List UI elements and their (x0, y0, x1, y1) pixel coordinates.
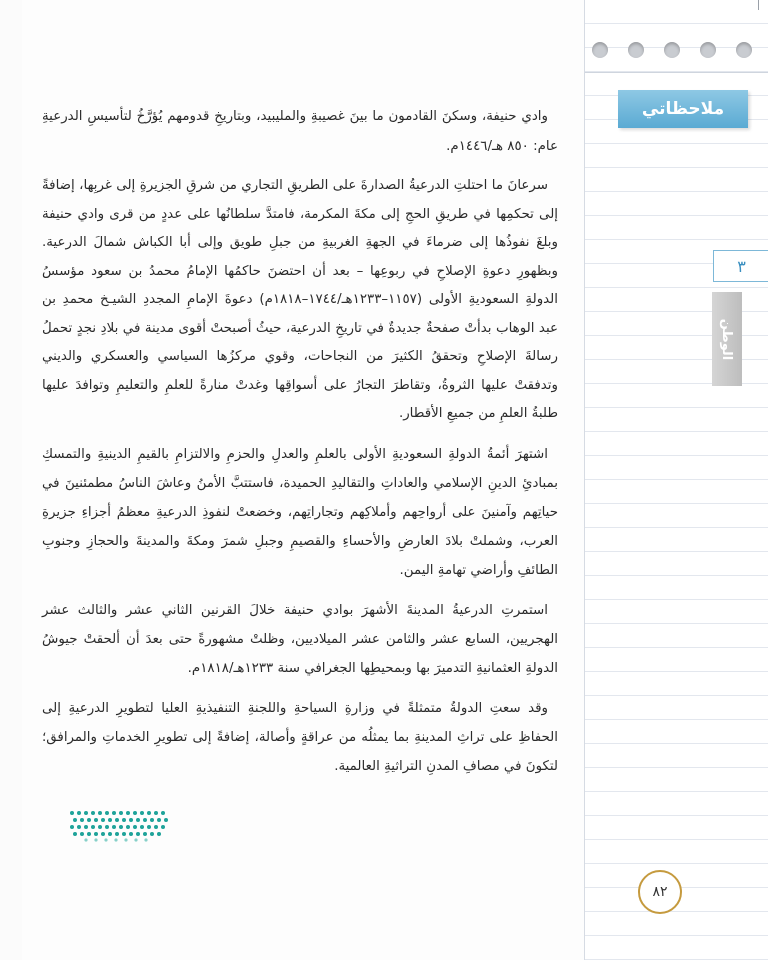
paragraph-1: وادي حنيفة، وسكنَ القادمون ما بينَ غصيبةِ والمليبيد، وبتاريخِ قدومهم يُؤرَّخُ لتأسيسِ الدرعيةِ عام: ٨٥٠ هـ/١٤٤٦م. (42, 109, 558, 154)
notes-label: ملاحظاتي (618, 90, 748, 128)
binder-hole-icon (628, 42, 644, 58)
chapter-tab (712, 292, 742, 386)
paragraph-5: وقد سعتِ الدولةُ متمثلةً في وزارةِ السياحةِ واللجنةِ التنفيذيةِ العليا لتطويرِ الدرعيةِ إلى الحفاظِ على تراثِ المدينةِ بما يمثلُه من عراقةٍ وأصالة، إضافةً إلى تطويرِ الخدماتِ والمرافق؛ لتكونَ في مصافِ المدنِ التراثيةِ العالمية. (42, 700, 558, 774)
paragraph-3: اشتهرَ أئمةُ الدولةِ السعوديةِ الأولى بالعلمِ والعدلِ والحزمِ والالتزامِ بالقيمِ الدينيةِ والتمسكِ بمبادئِ الدينِ الإسلامي والعاداتِ والتقاليدِ الحميدة، فاستتبَّ الأمنُ وعاشَ الناسُ مطمئنينَ في حياتِهم وآمنينَ على أرواحِهم وأملاكِهم وتجاراتِهم، وخضعتْ لنفوذِ الدرعيةِ معظمُ أجزاءِ جزيرةِ العرب، وشملتْ بلادَ العارضِ والأحساءِ والقصيمِ وجبلِ شمرَ ومكةَ والمدينةَ والحجازِ وجنوبِ الطائفِ وأراضي تهامةِ اليمن. (42, 446, 558, 578)
sidebar-divider (585, 72, 768, 73)
crop-mark (758, 0, 759, 10)
paragraph-2: سرعانَ ما احتلتِ الدرعيةُ الصدارةَ على الطريقِ التجاري من شرقِ الجزيرةِ إلى غربِها، إضافةً إلى تحكمِها في طريقِ الحجِ إلى مكةَ المكرمة، فامتدَّ سلطانُها على عددٍ من قرى وادي حنيفة وبلغَ نفوذُها إلى ضرماءَ في الجهةِ الغربيةِ من جبلِ طويق وإلى أبا الكباش شمالَ الدرعية. وبظهورِ دعوةِ الإصلاحِ في ربوعِها – بعد أن احتضنَ حاكمُها الإمامُ محمدُ بن سعود مؤسسُ الدولةِ السعوديةِ الأولى (١١٥٧–١٢٣٣هـ/١٧٤٤–١٨١٨م) دعوةَ الإمامِ المجددِ الشيـخ محمدِ بن عبد الوهاب بدأتْ صفحةٌ جديدةٌ في تاريخِ الدرعية، حيثُ أصبحتْ أقوى مدينة في بلادِ نجدٍ تحملُ رسالةَ الإصلاحِ وتحققُ الكثيرَ من النجاحات، وقوي مركزُها السياسي والعسكري والديني وتدفقتْ عليها الثروةُ، وتقاطرَ التجارُ على أسواقِها وغدتْ منارةً للعلمِ والتعليمِ وتوافدَ عليها طلبةُ العلمِ من جميعِ الأقطار. (42, 178, 558, 421)
paragraph-4: استمرتِ الدرعيةُ المدينةَ الأشهرَ بوادي حنيفة خلالَ القرنين الثاني عشر والثالث عشر الهجريين، السابع عشر والثامن عشر الميلاديين، وظلتْ مشهورةً حتى بعدَ أن ألحقتْ جيوشُ الدولةِ العثمانيةِ التدميرَ بها وبمحيطِها الجغرافي سنة ١٢٣٣هـ/١٨١٨م. (42, 602, 558, 676)
binder-hole-icon (592, 42, 608, 58)
binder-hole-icon (664, 42, 680, 58)
chapter-number: ٣ (713, 250, 768, 282)
body-text (42, 102, 558, 781)
chapter-title: الوطن (719, 318, 735, 360)
ministry-logo-icon (66, 805, 174, 845)
binder-hole-icon (736, 42, 752, 58)
page-number: ٨٢ (638, 870, 682, 914)
notes-sidebar (584, 0, 768, 960)
binder-hole-icon (700, 42, 716, 58)
